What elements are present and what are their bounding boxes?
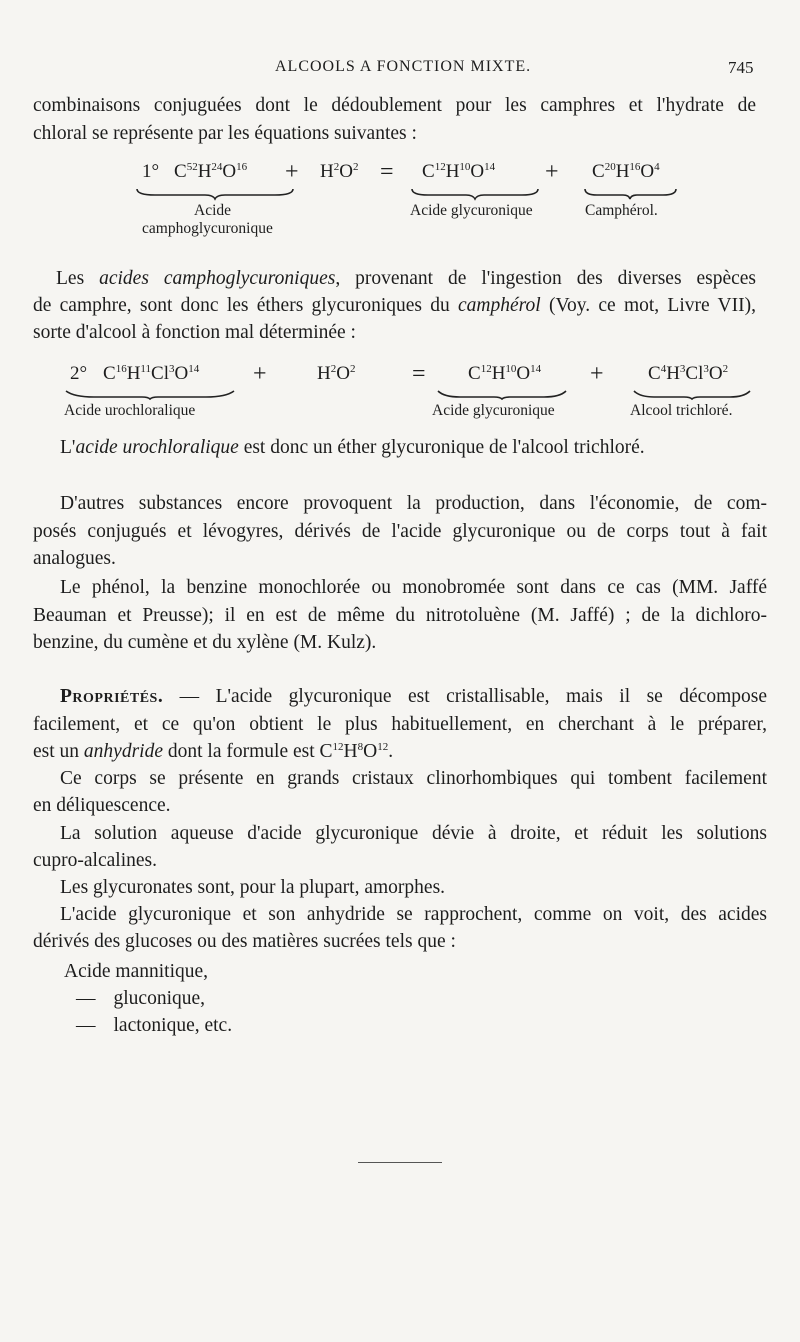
- equation-2-label-right: Alcool trichloré.: [630, 402, 733, 419]
- equation-2-reactant-1: $C^{16}H^{11}Cl^3O^{14}$: [103, 363, 200, 384]
- equation-2-brace-right: [632, 389, 752, 399]
- rapprochent-line-2: dérivés des glucoses ou des matières sucrées tels que :: [33, 931, 456, 952]
- equation-2-num: 2°: [70, 363, 88, 384]
- page-number: 745: [728, 58, 754, 77]
- equation-1-label-left-1: Acide: [194, 202, 232, 219]
- equation-1-label-mid: Acide glycuronique: [410, 202, 533, 219]
- anhydride-formula: $C^{12}H^8O^{12}$.: [319, 741, 394, 762]
- equation-1-brace-left: [135, 187, 295, 199]
- running-head-title: ALCOOLS A FONCTION MIXTE.: [275, 58, 532, 75]
- equation-1-brace-mid: [410, 187, 540, 199]
- equation-2-product-1: $C^{12}H^{10}O^{14}$: [468, 363, 542, 384]
- rapprochent-line-1: L'acide glycuronique et son anhydride se rapprochent, comme on voit, des acides: [60, 904, 767, 925]
- equation-2-equals: =: [412, 361, 426, 387]
- autres-line-2: posés conjugués et lévogyres, dérivés de l'acide glycuronique ou de corps tout à fait: [33, 521, 767, 542]
- campho-line-2: de camphre, sont donc les éthers glycuroniques du camphérol (Voy. ce mot, Livre VII),: [33, 295, 756, 316]
- equation-2-label-left: Acide urochloralique: [64, 402, 196, 419]
- glycuronates-line: Les glycuronates sont, pour la plupart, amorphes.: [60, 877, 446, 898]
- campho-line-1: Les acides camphoglycuroniques, provenant de l'ingestion des diverses espèces: [56, 268, 757, 289]
- equation-2-brace-mid: [436, 389, 568, 399]
- equation-1-label-left-2: camphoglycuronique: [142, 220, 273, 237]
- equation-2-plus-1: +: [253, 361, 267, 387]
- cristaux-line-1: Ce corps se présente en grands cristaux clinorhombiques qui tombent facilement: [60, 768, 767, 789]
- list-item: — gluconique,: [76, 988, 206, 1009]
- urochloralique-line: L'acide urochloralique est donc un éther glycuronique de l'alcool trichloré.: [60, 437, 645, 458]
- autres-line-3: analogues.: [33, 548, 116, 569]
- cristaux-line-2: en déliquescence.: [33, 795, 171, 816]
- props-line-2: facilement, et ce qu'on obtient le plus habituellement, en cherchant à le préparer,: [33, 714, 767, 735]
- intro-line-1: combinaisons conjuguées dont le dédoublement pour les camphres et l'hydrate de: [33, 95, 756, 116]
- equation-1-brace-right: [583, 187, 678, 199]
- equation-2-reactant-2: $H^2O^2$: [317, 363, 356, 384]
- equation-2-plus-2: +: [590, 361, 604, 387]
- solution-line-1: La solution aqueuse d'acide glycuronique dévie à droite, et réduit les solutions: [60, 823, 767, 844]
- running-head: [0, 58, 800, 82]
- phenol-line-2: Beauman et Preusse); il en est de même du nitrotoluène (M. Jaffé) ; de la dichloro-: [33, 605, 767, 626]
- equation-2-product-2: $C^4H^3Cl^3O^2$: [648, 363, 729, 384]
- solution-line-2: cupro-alcalines.: [33, 850, 157, 871]
- phenol-line-3: benzine, du cumène et du xylène (M. Kulz).: [33, 632, 377, 653]
- equation-1-plus-2: +: [545, 159, 559, 185]
- props-line-1: Propriétés. — L'acide glycuronique est cristallisable, mais il se décompose: [60, 686, 767, 707]
- props-line-3: est un anhydride dont la formule est $C^{12}H^8O^{12}$.: [33, 741, 394, 762]
- autres-line-1: D'autres substances encore provoquent la production, dans l'économie, de com-: [60, 493, 767, 514]
- section-end-rule: [358, 1162, 442, 1163]
- equation-1-reactant-1: $C^{52}H^{24}O^{16}$: [174, 161, 248, 182]
- equation-1-product-1: $C^{12}H^{10}O^{14}$: [422, 161, 496, 182]
- campho-line-3: sorte d'alcool à fonction mal déterminée :: [33, 322, 356, 343]
- equation-1-plus-1: +: [285, 159, 299, 185]
- phenol-line-1: Le phénol, la benzine monochlorée ou monobromée sont dans ce cas (MM. Jaffé: [60, 577, 767, 598]
- equation-1-num: 1°: [142, 161, 160, 182]
- props-heading: Propriétés.: [60, 686, 164, 707]
- equation-1-reactant-2: $H^2O^2$: [320, 161, 359, 182]
- equation-2-label-mid: Acide glycuronique: [432, 402, 555, 419]
- equation-1-equals: =: [380, 159, 394, 185]
- list-item: — lactonique, etc.: [76, 1015, 233, 1036]
- intro-line-2: chloral se représente par les équations suivantes :: [33, 123, 417, 144]
- equation-1-product-2: $C^{20}H^{16}O^4$: [592, 161, 660, 182]
- equation-2-brace-left: [64, 389, 236, 399]
- equation-1-label-right: Camphérol.: [585, 202, 658, 219]
- list-item: Acide mannitique,: [64, 961, 209, 982]
